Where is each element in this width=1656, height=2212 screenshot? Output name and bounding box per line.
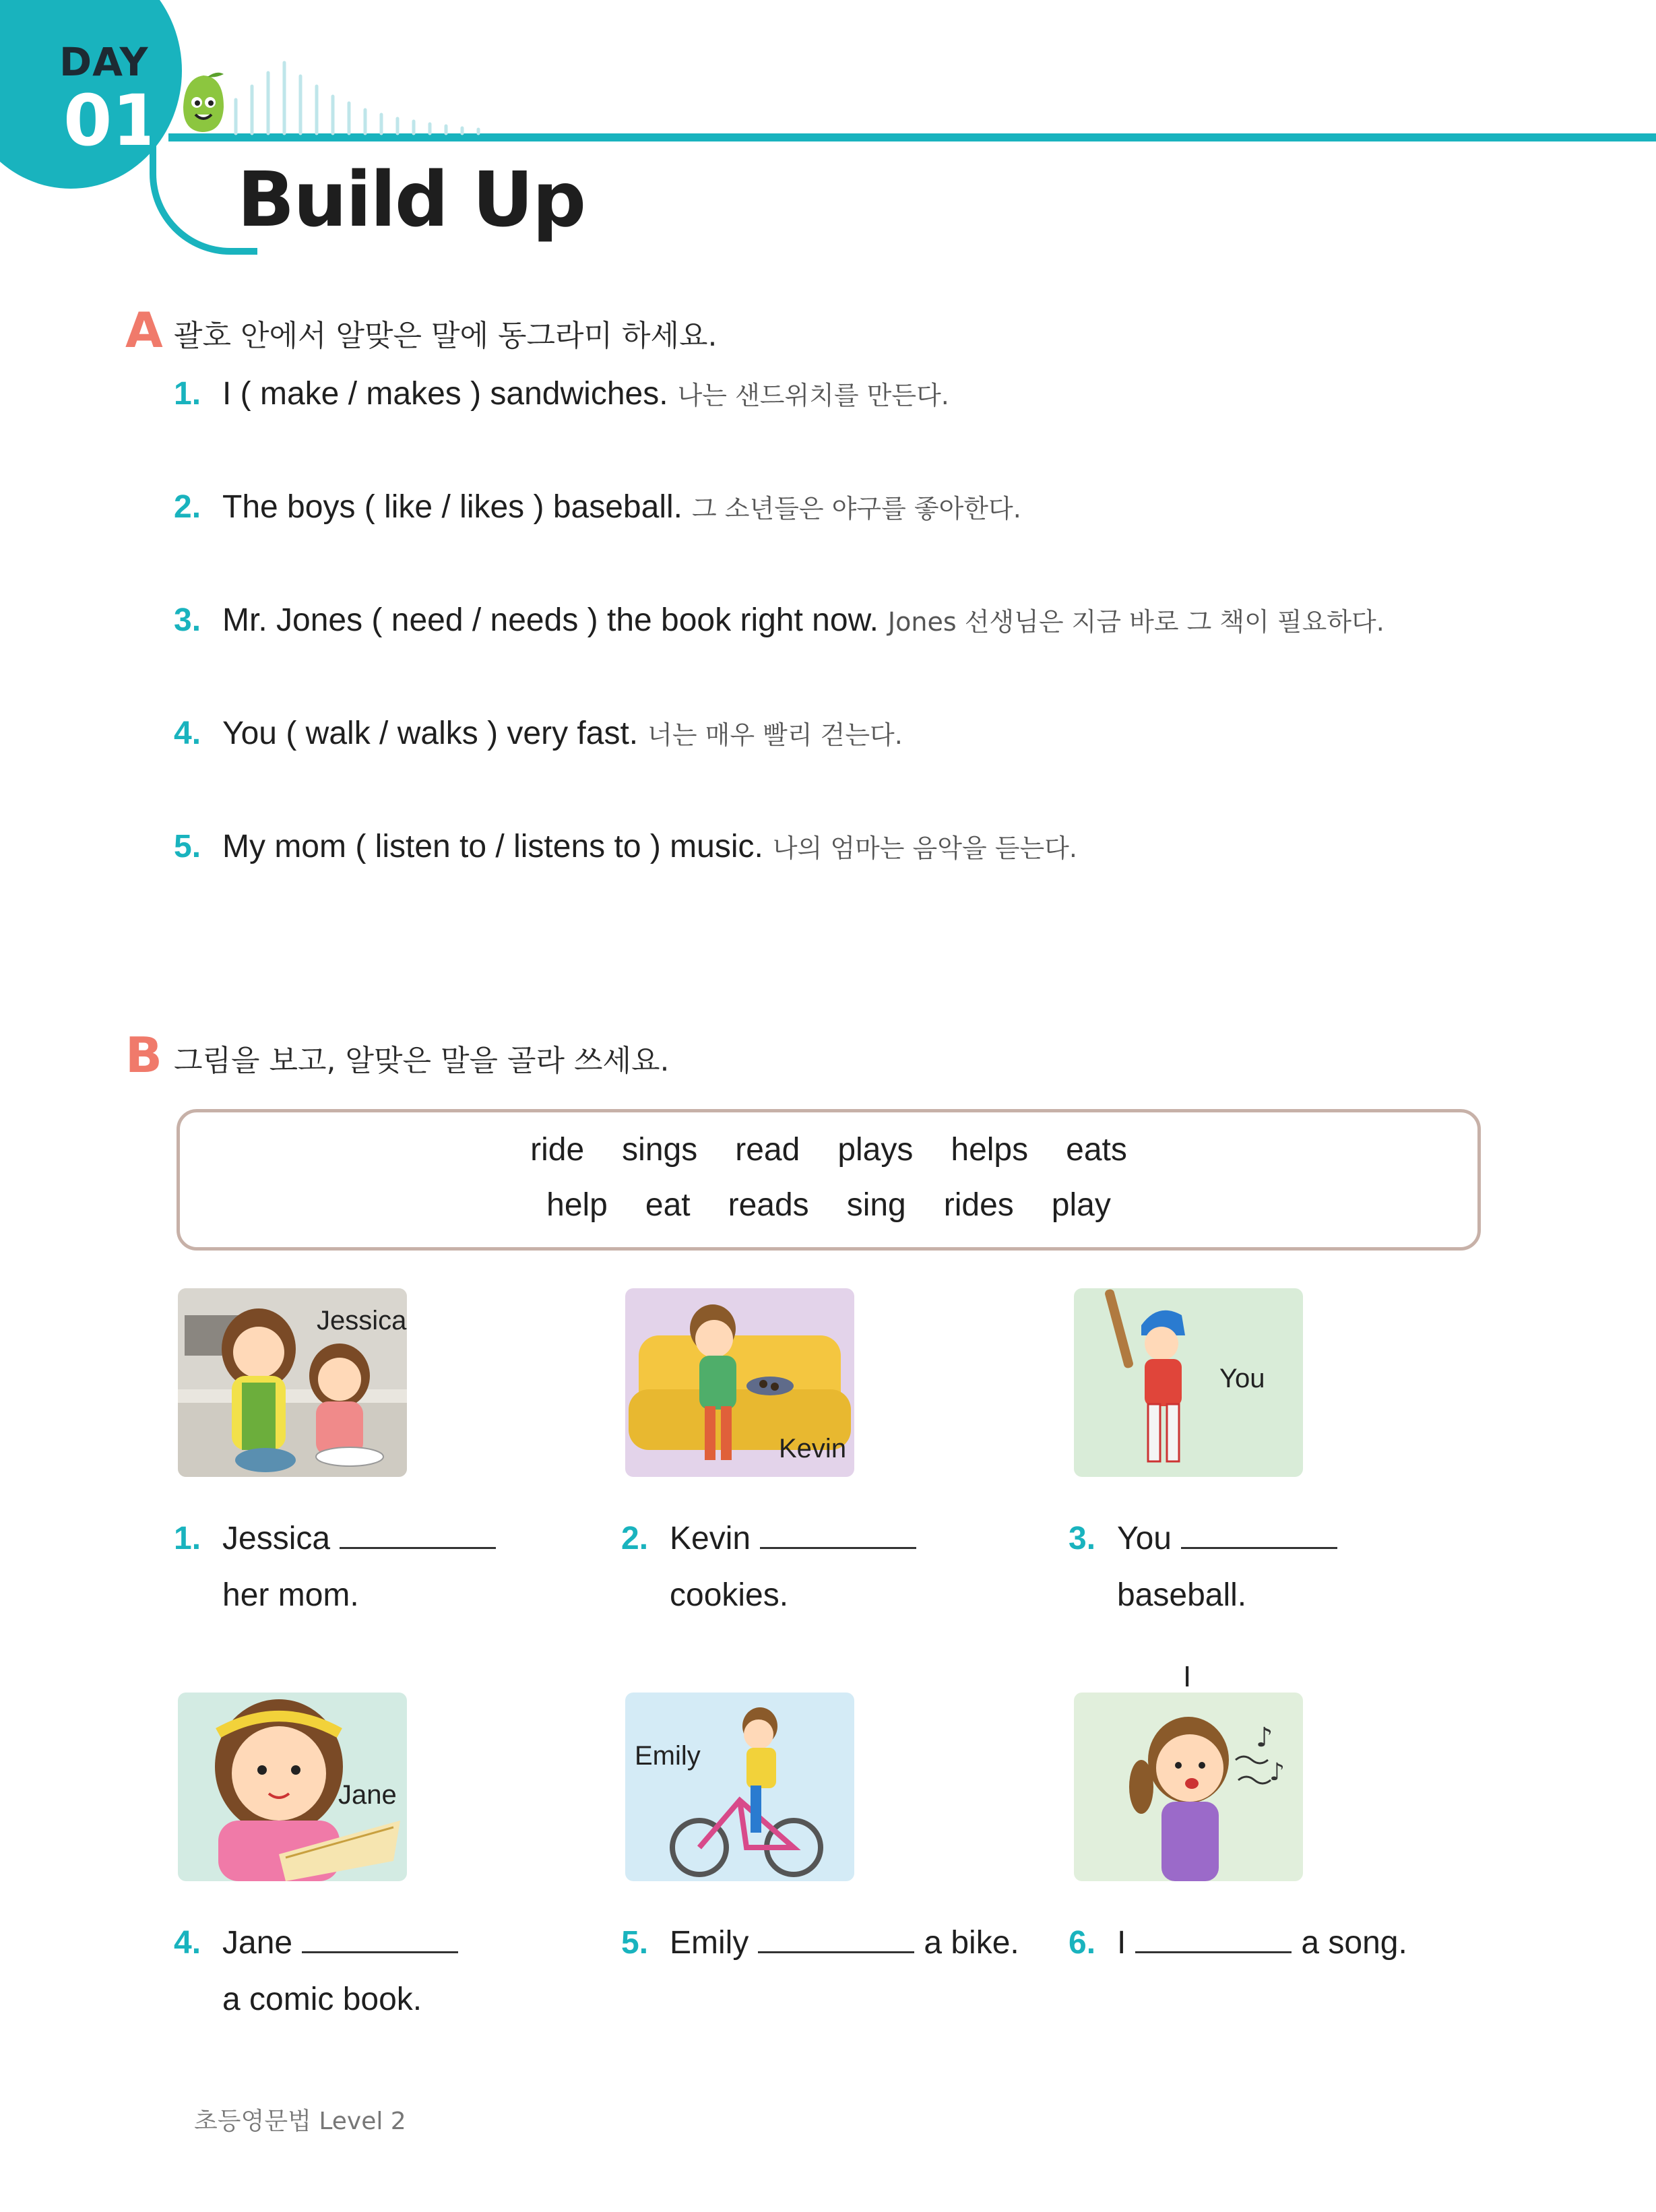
page-footer: 초등영문법 Level 2 (194, 2108, 406, 2135)
sentence-subject: Jessica (222, 1521, 331, 1556)
item-number: 3. (174, 602, 201, 638)
choice-option-2[interactable]: walks (388, 716, 488, 751)
exercise-a-item-2 (174, 488, 1021, 526)
word-bank-word: reads (728, 1187, 809, 1223)
section-b-letter: B (125, 1027, 162, 1083)
section-a-letter: A (125, 302, 163, 358)
exercise-a-item-1 (174, 375, 949, 412)
sentence-end: a song. (1301, 1925, 1407, 1961)
section-a-instruction: 괄호 안에서 알맞은 말에 동그라미 하세요. (174, 319, 718, 353)
choice-separator: / (472, 602, 482, 638)
item-number: 5. (621, 1925, 649, 1961)
item-number: 2. (174, 489, 201, 525)
paren-open: ( (371, 602, 383, 638)
korean-translation: 나의 엄마는 음악을 듣는다. (772, 833, 1077, 863)
illustration-you-baseball (1074, 1288, 1303, 1477)
answer-blank[interactable] (760, 1520, 916, 1549)
sentence-end: very fast. (498, 716, 639, 751)
word-bank-word: eat (645, 1187, 691, 1223)
sentence-subject: Kevin (670, 1521, 751, 1556)
day-label: DAY (59, 39, 149, 85)
exercise-b-item-2-line2: cookies. (670, 1577, 789, 1613)
exercise-b-item-5 (621, 1924, 1019, 1961)
answer-blank[interactable] (340, 1520, 496, 1549)
choice-separator: / (348, 376, 358, 412)
paren-open: ( (364, 489, 375, 525)
choice-option-2[interactable]: listens to (504, 829, 650, 864)
sentence-subject: You (1117, 1521, 1172, 1556)
item-number: 3. (1069, 1521, 1096, 1556)
korean-translation: 너는 매우 빨리 걷는다. (647, 720, 903, 750)
exercise-a-item-4 (174, 714, 903, 752)
paren-close: ) (533, 489, 544, 525)
choice-separator: / (441, 489, 451, 525)
illustration-i-singing (1074, 1693, 1303, 1881)
paren-open: ( (355, 829, 367, 864)
paren-close: ) (649, 829, 661, 864)
answer-blank[interactable] (302, 1924, 458, 1953)
word-bank-word: play (1051, 1187, 1111, 1223)
page-title: Build Up (237, 156, 585, 244)
choice-option-1[interactable]: make (251, 376, 348, 412)
choice-option-1[interactable]: walk (296, 716, 380, 751)
picture-label: Emily (635, 1741, 701, 1771)
illustration-kevin (625, 1288, 854, 1477)
choice-option-1[interactable]: need (382, 602, 472, 638)
korean-translation: 나는 샌드위치를 만든다. (677, 381, 949, 410)
day-number: 01 (63, 80, 161, 162)
sentence-subject: Emily (670, 1925, 749, 1961)
sentence-start: I (222, 376, 241, 412)
sentence-start: My mom (222, 829, 356, 864)
word-bank-word: read (735, 1132, 800, 1168)
word-bank-word: plays (837, 1132, 914, 1168)
exercise-b-item-4 (174, 1924, 468, 1961)
word-bank (177, 1109, 1481, 1251)
illustration-emily (625, 1693, 854, 1881)
picture-label: I (1183, 1660, 1192, 1693)
paren-close: ) (587, 602, 598, 638)
item-number: 1. (174, 1521, 201, 1556)
word-bank-word: help (546, 1187, 608, 1223)
choice-option-2[interactable]: makes (357, 376, 471, 412)
korean-translation: Jones 선생님은 지금 바로 그 책이 필요하다. (887, 607, 1384, 637)
item-number: 4. (174, 1925, 201, 1961)
item-number: 2. (621, 1521, 649, 1556)
sentence-start: The boys (222, 489, 364, 525)
exercise-a-item-5 (174, 827, 1077, 865)
picture-label: You (1219, 1364, 1265, 1393)
sentence-end: a bike. (924, 1925, 1019, 1961)
picture-label: Kevin (779, 1434, 847, 1463)
item-number: 5. (174, 829, 201, 864)
svg-text:♪: ♪ (1269, 1759, 1285, 1786)
paren-open: ( (286, 716, 297, 751)
paren-close: ) (487, 716, 499, 751)
exercise-b-item-3-line2: baseball. (1117, 1577, 1247, 1613)
exercise-b-item-4-line2: a comic book. (222, 1982, 422, 2017)
choice-option-1[interactable]: like (375, 489, 442, 525)
sentence-start: You (222, 716, 286, 751)
choice-separator: / (379, 716, 389, 751)
sentence-end: sandwiches. (481, 376, 668, 412)
item-number: 1. (174, 376, 201, 412)
korean-translation: 그 소년들은 야구를 좋아한다. (691, 494, 1021, 524)
sentence-start: Mr. Jones (222, 602, 372, 638)
word-bank-row-1 (180, 1131, 1477, 1168)
word-bank-row-2 (180, 1187, 1477, 1224)
paren-open: ( (240, 376, 251, 412)
sound-wave-decoration (229, 59, 512, 140)
word-bank-word: ride (530, 1132, 585, 1168)
item-number: 6. (1069, 1925, 1096, 1961)
illustration-jessica (178, 1288, 407, 1477)
exercise-b-item-6 (1069, 1924, 1407, 1961)
sentence-subject: Jane (222, 1925, 293, 1961)
item-number: 4. (174, 716, 201, 751)
paren-close: ) (470, 376, 482, 412)
answer-blank[interactable] (1181, 1520, 1337, 1549)
exercise-b-item-1-line2: her mom. (222, 1577, 359, 1613)
picture-label: Jessica (317, 1306, 407, 1335)
answer-blank[interactable] (1135, 1924, 1292, 1953)
sentence-end: the book right now. (598, 602, 879, 638)
exercise-b-item-2 (621, 1520, 926, 1557)
choice-option-2[interactable]: needs (481, 602, 587, 638)
section-b-instruction: 그림을 보고, 알맞은 말을 골라 쓰세요. (174, 1044, 670, 1078)
svg-text:♪: ♪ (1256, 1722, 1273, 1753)
word-bank-word: helps (951, 1132, 1029, 1168)
answer-blank[interactable] (758, 1924, 914, 1953)
word-bank-word: sing (846, 1187, 906, 1223)
word-bank-word: sings (622, 1132, 698, 1168)
exercise-b-item-3 (1069, 1520, 1347, 1557)
exercise-b-item-1 (174, 1520, 505, 1557)
word-bank-word: rides (943, 1187, 1014, 1223)
picture-label: Jane (338, 1780, 397, 1810)
exercise-a-item-3 (174, 601, 1384, 639)
sentence-subject: I (1117, 1925, 1126, 1961)
illustration-jane (178, 1693, 407, 1881)
choice-separator: / (495, 829, 505, 864)
choice-option-1[interactable]: listen to (366, 829, 496, 864)
sentence-end: baseball. (544, 489, 682, 525)
choice-option-2[interactable]: likes (450, 489, 534, 525)
word-bank-word: eats (1066, 1132, 1127, 1168)
mascot-icon (177, 70, 230, 137)
sentence-end: music. (660, 829, 763, 864)
